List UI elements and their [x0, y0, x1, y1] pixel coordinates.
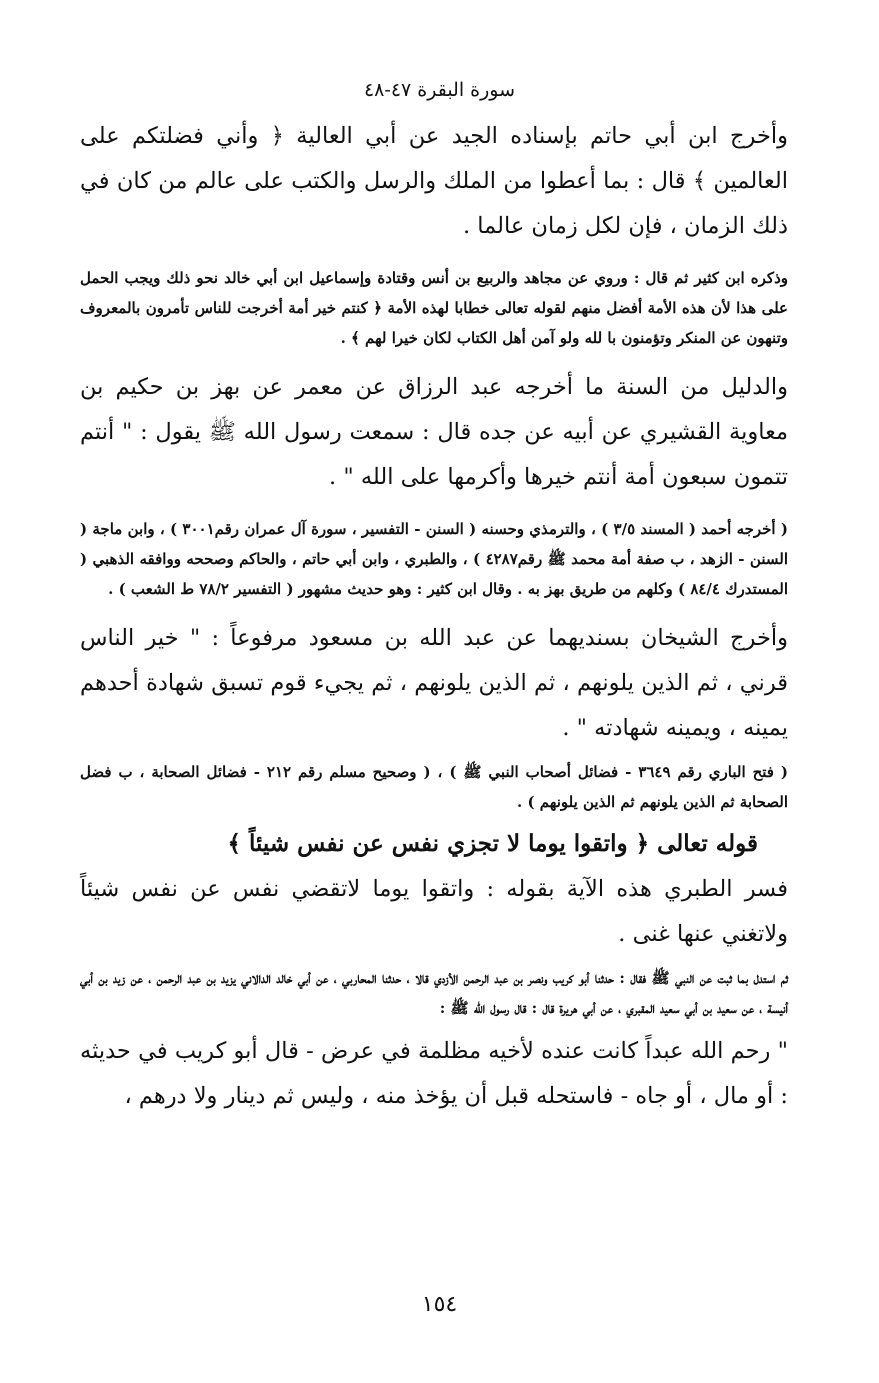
- spacer: [80, 249, 788, 263]
- footnote-paragraph: ثم استدل بما ثبت عن النبي ﷺ فقال : حدثنا أبو كريب ونصر بن عبد الرحمن الأزدي قالا ، حدثنا المحاربي ، عن أبي خالد الدالاني يزيد بن عبد الرحمن ، عن زيد بن أبي أنيسة ، عن سعيد بن أبي سعيد المقبري ، عن أبي هريرة قال : قال رسول الله ﷺ :: [80, 969, 788, 1017]
- page-number: ١٥٤: [421, 1292, 458, 1317]
- footnote-paragraph: ( فتح الباري رقم ٣٦٤٩ - فضائل أصحاب النبي ﷺ ) ، ( وصحيح مسلم رقم ٢١٢ - فضائل الصحابة ، ب فضل الصحابة ثم الذين يلونهم ثم الذين يلونهم ) .: [80, 763, 788, 811]
- body-paragraph: وأخرج ابن أبي حاتم بإسناده الجيد عن أبي العالية ﴿ وأني فضلتكم على العالمين ﴾ قال : بما أعطوا من الملك والرسل والكتب على عالم من كان في ذلك الزمان ، فإن لكل زمان عالما .: [80, 123, 788, 239]
- body-paragraph: فسر الطبري هذه الآية بقوله : واتقوا يوما لاتقضي نفس عن نفس شيئاً ولاتغني عنها غنى .: [80, 876, 788, 947]
- spacer: [80, 353, 788, 365]
- spacer: [80, 604, 788, 616]
- body-paragraph: والدليل من السنة ما أخرجه عبد الرزاق عن معمر عن بهز بن حكيم بن معاوية القشيري عن أبيه عن جده قال : سمعت رسول الله ﷺ يقول : " أنتم تتمون سبعون أمة أنتم خيرها وأكرمها على الله " .: [80, 374, 788, 490]
- spacer: [80, 500, 788, 514]
- footnote-paragraph: ( أخرجه أحمد ( المسند ٣/٥ ) ، والترمذي وحسنه ( السنن - التفسير ، سورة آل عمران رقم٣٠٠١ ) ، وابن ماجة ( السنن - الزهد ، ب صفة أمة محمد ﷺ رقم٤٢٨٧ ) ، والطبري ، وابن أبي حاتم ، والحاكم وصححه ووافقه الذهبي ( المستدرك ٨٤/٤ ) وكلهم من طريق بهز به . وقال ابن كثير : وهو حديث مشهور ( التفسير ٧٨/٢ ط الشعب ) .: [80, 520, 788, 598]
- footnote-paragraph: وذكره ابن كثير ثم قال : وروي عن مجاهد والربيع بن أنس وقتادة وإسماعيل ابن أبي خالد نحو ذلك ويجب الحمل على هذا لأن هذه الأمة أفضل منهم لقوله تعالى خطابا لهذه الأمة ﴿ كنتم خير أمة أخرجت للناس تأمرون بالمعروف وتنهون عن المنكر وتؤمنون با لله ولو آمن أهل الكتاب لكان خيرا لهم ﴾ .: [80, 269, 788, 347]
- body-paragraph: " رحم الله عبداً كانت عنده لأخيه مظلمة في عرض - قال أبو كريب في حديثه : أو مال ، أو جاه - فاستحله قبل أن يؤخذ منه ، وليس ثم دينار ولا درهم ،: [80, 1038, 788, 1109]
- running-header: سورة البقرة ٤٧-٤٨: [363, 79, 516, 101]
- page-body: [80, 114, 788, 1119]
- section-heading: قوله تعالى ﴿ واتقوا يوما لا تجزي نفس عن نفس شيئاً ﴾: [227, 830, 758, 857]
- body-paragraph: وأخرج الشيخان بسنديهما عن عبد الله بن مسعود مرفوعاً : " خير الناس قرني ، ثم الذين يلونهم ، ثم الذين يلونهم ، ثم يجيء قوم تسبق شهادة أحدهم يمينه ، ويمينه شهادته " .: [80, 625, 788, 741]
